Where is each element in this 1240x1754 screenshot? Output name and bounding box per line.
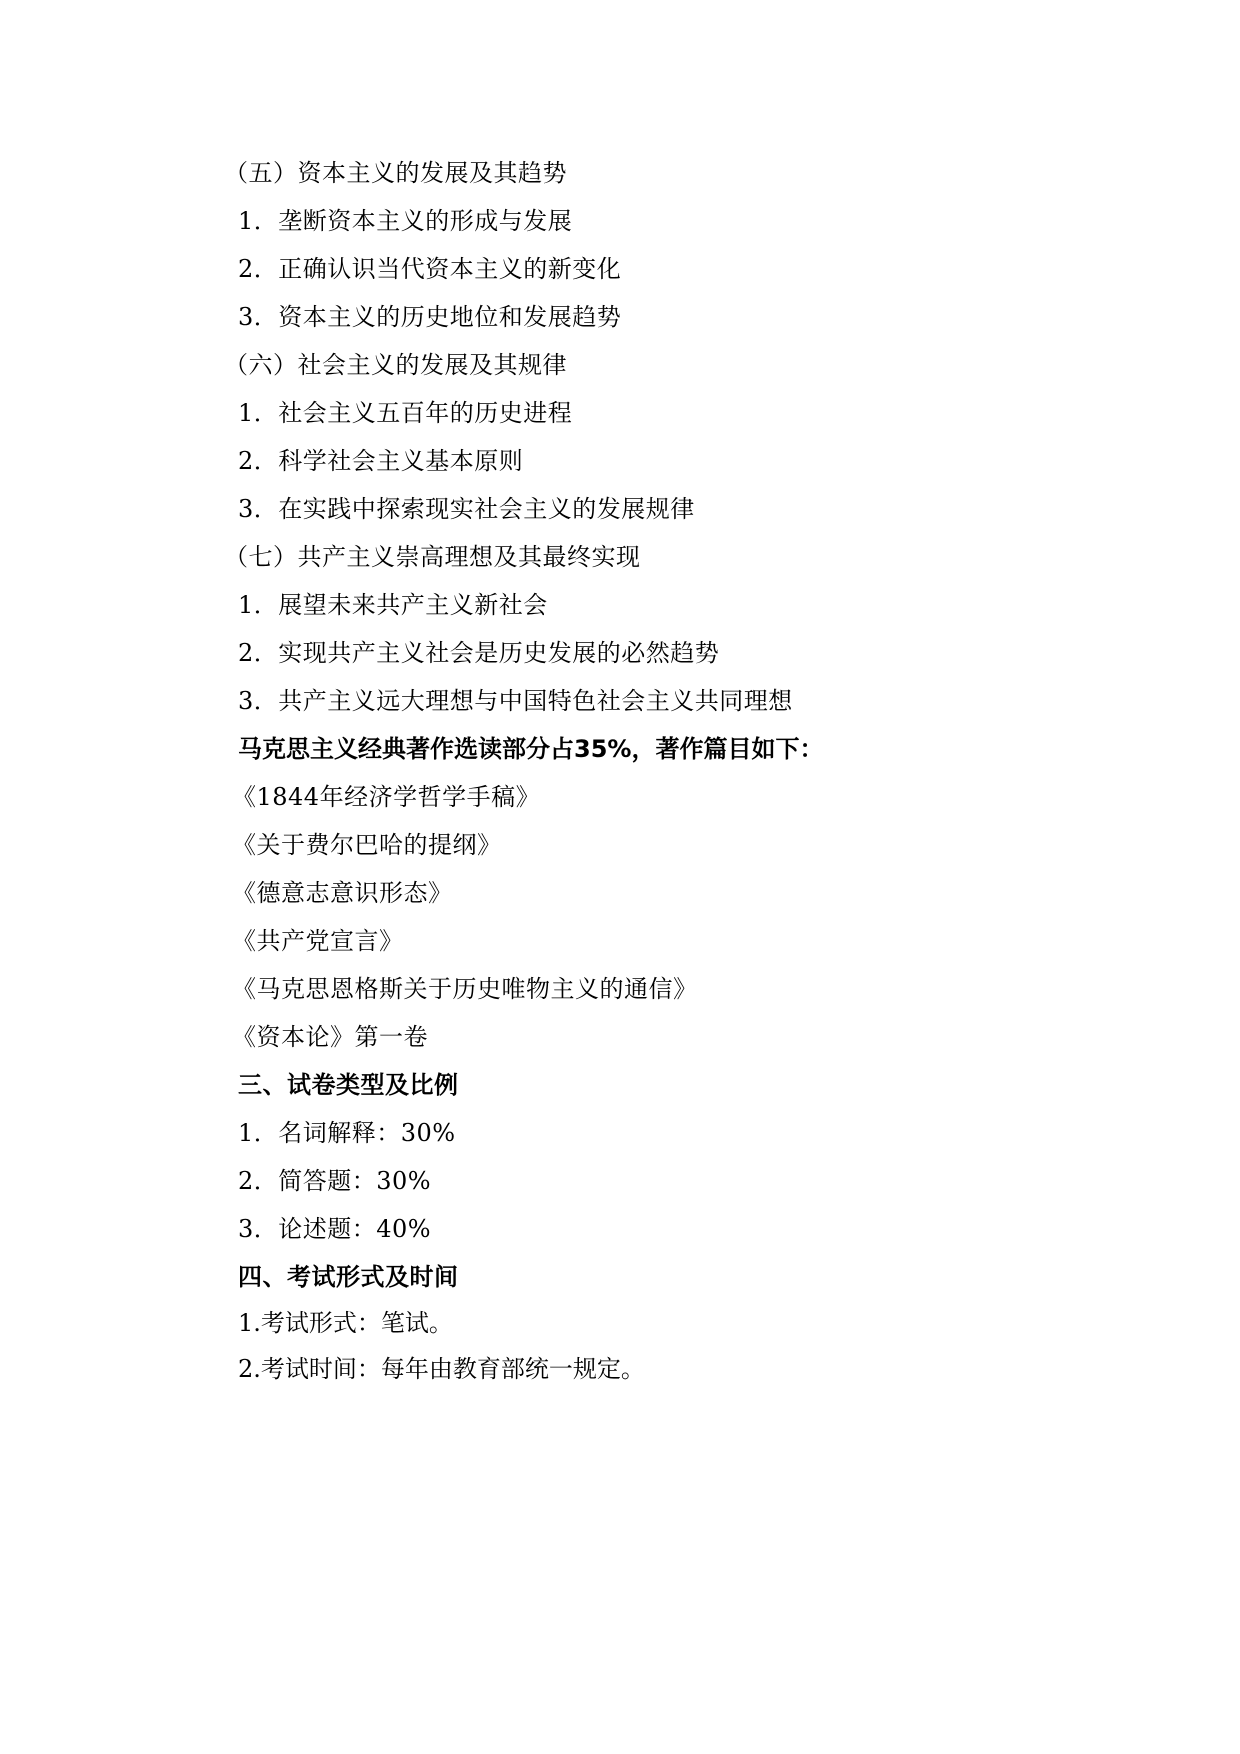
list-item: 1.考试形式：笔试。 xyxy=(238,1309,453,1337)
reading-item: 《共产党宣言》 xyxy=(232,927,404,955)
list-item: 3．资本主义的历史地位和发展趋势 xyxy=(238,303,622,331)
reading-item: 《关于费尔巴哈的提纲》 xyxy=(232,831,502,859)
section-heading-3: 三、试卷类型及比例 xyxy=(238,1071,459,1099)
list-item: 3．在实践中探索现实社会主义的发展规律 xyxy=(238,495,695,523)
list-item: 3．共产主义远大理想与中国特色社会主义共同理想 xyxy=(238,687,793,715)
classics-reading-heading: 马克思主义经典著作选读部分占35%，著作篇目如下： xyxy=(238,735,824,763)
list-item: 2．正确认识当代资本主义的新变化 xyxy=(238,255,622,283)
reading-item: 《资本论》第一卷 xyxy=(232,1023,428,1051)
reading-item: 《1844年经济学哲学手稿》 xyxy=(232,783,541,811)
reading-item: 《德意志意识形态》 xyxy=(232,879,453,907)
list-item: 1．名词解释：30% xyxy=(238,1119,456,1147)
list-item: 1．展望未来共产主义新社会 xyxy=(238,591,548,619)
list-item: 1．社会主义五百年的历史进程 xyxy=(238,399,573,427)
subsection-heading-5: （五）资本主义的发展及其趋势 xyxy=(224,159,567,187)
list-item: 2．科学社会主义基本原则 xyxy=(238,447,524,475)
list-item: 3．论述题：40% xyxy=(238,1215,432,1243)
reading-item: 《马克思恩格斯关于历史唯物主义的通信》 xyxy=(232,975,698,1003)
subsection-heading-6: （六）社会主义的发展及其规律 xyxy=(224,351,567,379)
section-heading-4: 四、考试形式及时间 xyxy=(238,1263,459,1291)
list-item: 1．垄断资本主义的形成与发展 xyxy=(238,207,573,235)
subsection-heading-7: （七）共产主义崇高理想及其最终实现 xyxy=(224,543,641,571)
list-item: 2．简答题：30% xyxy=(238,1167,432,1195)
list-item: 2．实现共产主义社会是历史发展的必然趋势 xyxy=(238,639,720,667)
list-item: 2.考试时间：每年由教育部统一规定。 xyxy=(238,1355,645,1383)
